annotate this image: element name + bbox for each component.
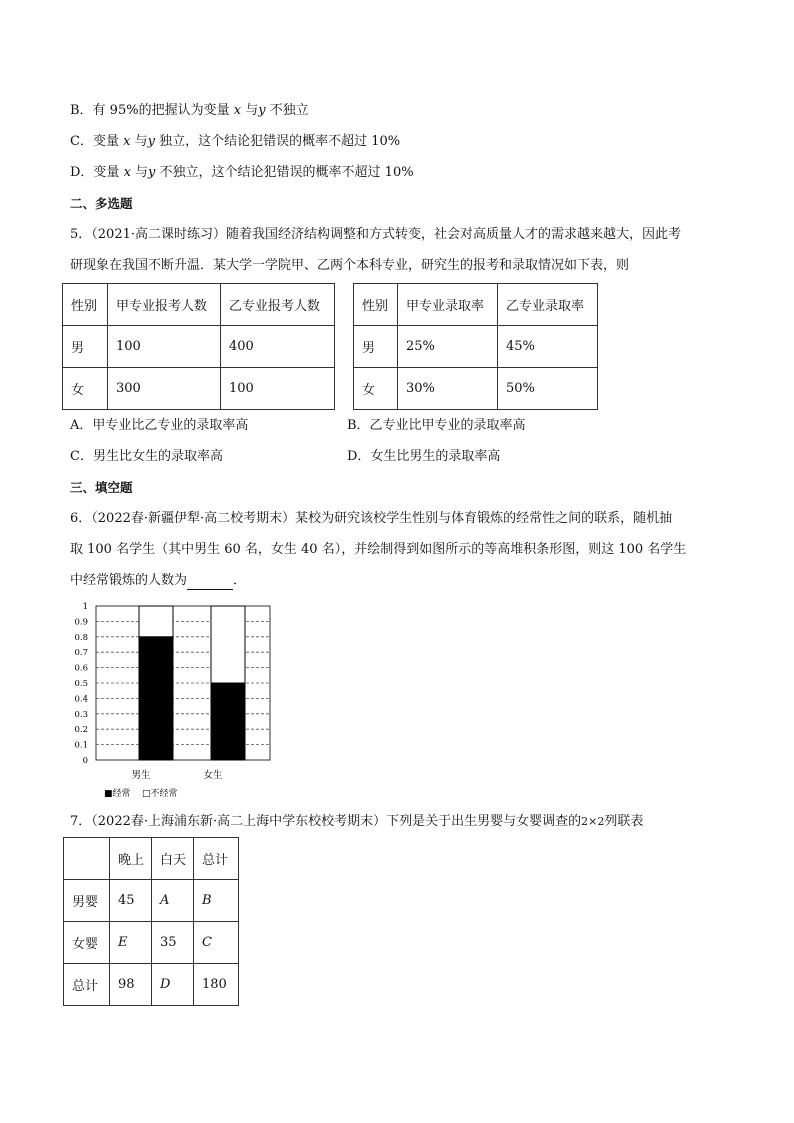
y-tick-label: 0.9 <box>74 617 88 628</box>
q5-option-a: A．甲专业比乙专业的录取率高 <box>70 418 249 433</box>
bar-segment <box>211 683 245 760</box>
text: 与 <box>130 165 149 180</box>
bar-segment <box>139 606 173 637</box>
table-cell: 乙专业录取率 <box>498 284 598 326</box>
table-header-row <box>63 284 335 326</box>
table-row <box>64 922 239 964</box>
table-cell: 甲专业录取率 <box>398 284 498 326</box>
bar-segment <box>139 637 173 760</box>
y-tick-label: 0.3 <box>74 709 88 720</box>
category-label: 女生 <box>203 770 223 781</box>
table-cell: 100 <box>108 326 221 368</box>
table-cell: 甲专业报考人数 <box>108 284 221 326</box>
table-cell: C <box>194 922 239 964</box>
y-tick-label: 0.4 <box>74 694 88 705</box>
table-cell: 女 <box>354 368 398 410</box>
text: D．变量 <box>70 165 124 180</box>
q6-stem-line2: 取 100 名学生（其中男生 60 名，女生 40 名），并绘制得到如图所示的等高堆积条形图，则这 100 名学生 <box>70 542 687 557</box>
table-row <box>354 326 598 368</box>
table-cell: 性别 <box>63 284 108 326</box>
text: 7．（2022春·上海浦东新·高二上海中学东校校考期末）下列是关于出生男婴与女婴调查的 <box>70 814 582 829</box>
section-heading-fill-in: 三、填空题 <box>70 480 133 495</box>
text: 2×2 <box>581 815 605 828</box>
table-cell: 35 <box>152 922 194 964</box>
y-tick-label: 0.7 <box>74 648 88 659</box>
q4-option-d <box>70 164 414 182</box>
q5-stem-line1: 5．（2021·高二课时练习）随着我国经济结构调整和方式转变，社会对高质量人才的需求越来越大，因此考 <box>70 227 681 242</box>
table-cell: 男婴 <box>64 880 110 922</box>
table-cell: 45 <box>110 880 152 922</box>
table-header-row <box>64 838 239 880</box>
table-cell: 50% <box>498 368 598 410</box>
q6-stem-line1: 6．（2022春·新疆伊犁·高二校考期末）某校为研究该校学生性别与体育锻炼的经常性之间的联系，随机抽 <box>70 511 673 526</box>
table-cell: B <box>194 880 239 922</box>
table-header-row <box>354 284 598 326</box>
text: 列联表 <box>604 814 644 829</box>
y-tick-label: 0.5 <box>74 679 88 689</box>
section-heading-multi-choice: 二、多选题 <box>70 196 133 211</box>
table-cell: 400 <box>221 326 335 368</box>
text: 不独立 <box>265 103 309 118</box>
table-cell <box>64 838 110 880</box>
table-row <box>354 368 598 410</box>
y-tick-label: 0 <box>82 756 88 766</box>
answer-blank <box>187 575 233 590</box>
table-cell: 晚上 <box>110 838 152 880</box>
y-tick-label: 0.2 <box>74 725 88 736</box>
y-tick-labels <box>74 602 88 766</box>
table-cell: 300 <box>108 368 221 410</box>
var-y: y <box>258 103 266 118</box>
stacked-bar-chart <box>60 600 280 805</box>
table-cell: 25% <box>398 326 498 368</box>
table-cell: 女婴 <box>64 922 110 964</box>
table-cell: 白天 <box>152 838 194 880</box>
table-cell: 180 <box>194 964 239 1006</box>
q5-admission-rate-table <box>353 283 598 410</box>
table-cell: 30% <box>398 368 498 410</box>
var-x: x <box>123 165 131 180</box>
category-label: 男生 <box>131 770 151 781</box>
legend-frequent: ■经常 <box>104 789 131 799</box>
table-cell: 男 <box>354 326 398 368</box>
table-cell: 性别 <box>354 284 398 326</box>
table-cell: 乙专业报考人数 <box>221 284 335 326</box>
table-cell: D <box>152 964 194 1006</box>
table-row <box>63 368 335 410</box>
q5-option-b: B．乙专业比甲专业的录取率高 <box>347 418 526 433</box>
q5-applicants-table <box>62 283 335 410</box>
table-row <box>63 326 335 368</box>
table-cell: 女 <box>63 368 108 410</box>
var-x: x <box>233 103 242 118</box>
y-tick-label: 0.8 <box>74 632 88 643</box>
q4-option-b <box>70 102 309 120</box>
var-y: y <box>147 134 155 149</box>
y-tick-label: 0.6 <box>74 663 88 674</box>
table-row <box>64 880 239 922</box>
table-cell: A <box>152 880 194 922</box>
text: ． <box>233 573 247 588</box>
text: C．变量 <box>70 134 124 149</box>
table-cell: 100 <box>221 368 335 410</box>
q5-option-c: C．男生比女生的录取率高 <box>70 449 223 464</box>
var-y: y <box>148 165 156 180</box>
legend-not-frequent: □不经常 <box>142 789 178 799</box>
text: 与 <box>130 134 148 149</box>
y-tick-label: 0.1 <box>74 740 88 751</box>
q4-option-c <box>70 133 400 151</box>
text: 独立，这个结论犯错误的概率不超过 10% <box>154 134 401 149</box>
q7-stem <box>70 813 643 831</box>
category-labels <box>131 769 223 781</box>
table-cell: 98 <box>110 964 152 1006</box>
q6-stem-line3 <box>70 572 246 590</box>
table-cell: 总计 <box>194 838 239 880</box>
table-cell: 总计 <box>64 964 110 1006</box>
var-x: x <box>123 134 131 149</box>
text: 与 <box>241 103 259 118</box>
text: 中经常锻炼的人数为 <box>70 573 188 588</box>
table-cell: E <box>110 922 152 964</box>
q5-stem-line2: 研现象在我国不断升温．某大学一学院甲、乙两个本科专业，研究生的报考和录取情况如下表，则 <box>70 258 630 273</box>
q7-contingency-table <box>63 837 239 1006</box>
bar-segment <box>211 606 245 683</box>
table-cell: 男 <box>63 326 108 368</box>
table-row <box>64 964 239 1006</box>
text: 不独立，这个结论犯错误的概率不超过 10% <box>155 165 414 180</box>
table-cell: 45% <box>498 326 598 368</box>
q5-option-d: D．女生比男生的录取率高 <box>347 449 501 464</box>
y-tick-label: 1 <box>82 602 88 612</box>
text: B．有 95%的把握认为变量 <box>70 103 234 118</box>
